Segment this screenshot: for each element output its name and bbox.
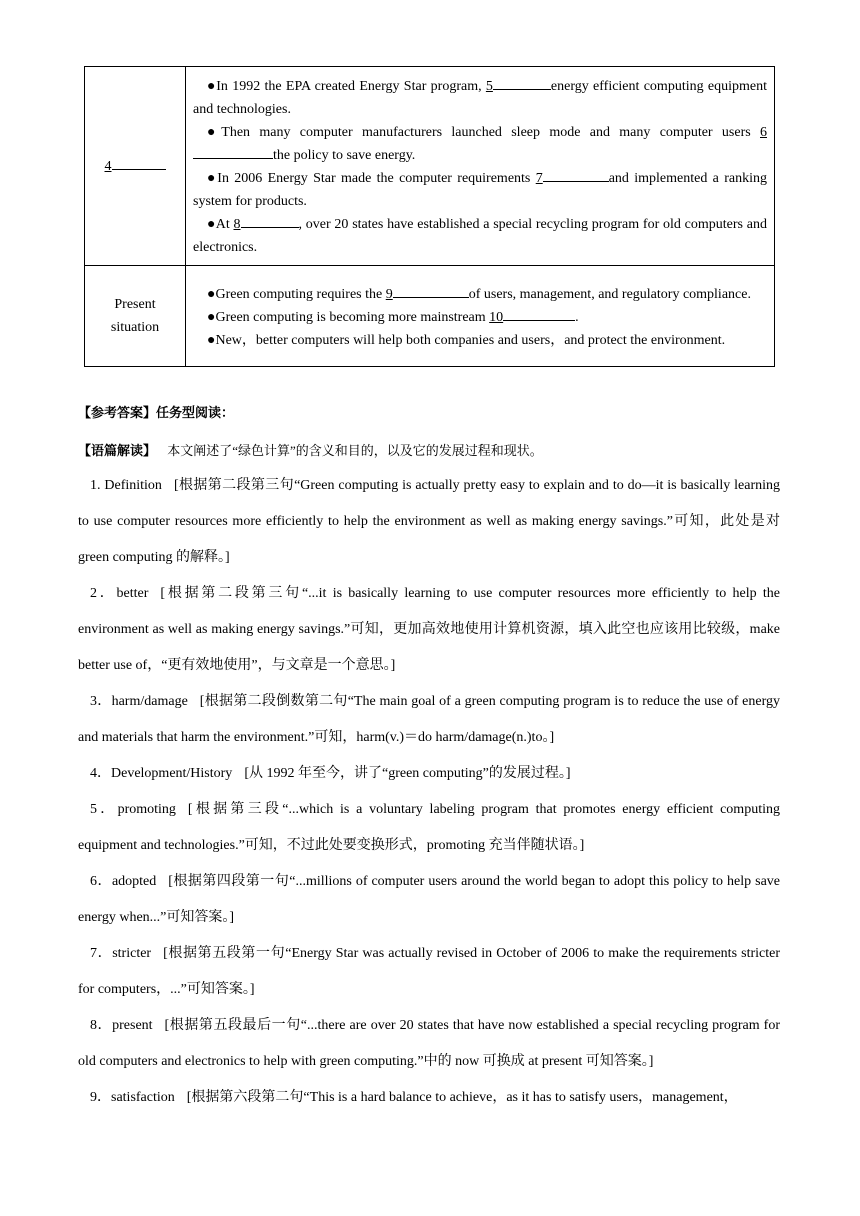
answer-item [78, 1080, 780, 1116]
blank-number: 8 [233, 217, 241, 232]
row-label-line: situation [110, 320, 160, 335]
answer-number: 2．better [90, 586, 149, 601]
table-row [85, 266, 775, 367]
bullet-item: ●At 8 , over 20 states have established a special recycling program for old computers and electronics. [193, 213, 767, 259]
passage-intro [78, 440, 543, 459]
row-content-cell [186, 67, 775, 266]
answer-item [78, 864, 780, 936]
blank-4: 4 [105, 159, 154, 174]
answer-number: 5．promoting [90, 802, 176, 817]
answer-item [78, 936, 780, 1008]
bullet-item: ●Green computing is becoming more mainstream 10 . [193, 306, 767, 329]
bullet-item: ●Then many computer manufacturers launched sleep mode and many computer users 6the policy to save energy. [193, 121, 767, 167]
blank-number: 9 [385, 286, 393, 302]
row-label-cell [85, 67, 186, 266]
row-content-cell [186, 266, 775, 367]
answer-heading: 【参考答案】任务型阅读： [78, 406, 235, 421]
bullet-item: ●Green computing requires the 9 of users, management, and regulatory compliance. [193, 283, 767, 306]
answer-item [78, 576, 780, 684]
blank-number: 10 [489, 309, 504, 325]
table-row [85, 67, 775, 266]
bullet-item: ●In 1992 the EPA created Energy Star program, 5 energy efficient computing equipment and technologies. [193, 75, 767, 121]
answer-number: 7．stricter [90, 946, 152, 961]
answer-item [78, 468, 780, 576]
answer-explanation: [根据第二段第三句“...it is basically learning to use computer resources more efficiently to help the environment as well as making energy savings.”可知，更加高效地使用计算机资源，填入此空也应该用比较级，make better use of，“更有效地使用”，与文章是一个意思。] [78, 586, 780, 673]
row-label-cell [85, 266, 186, 367]
answer-number: 4．Development/History [90, 766, 233, 781]
answer-explanation: [根据第五段最后一句“...there are over 20 states that have now established a special recycling program for old computers and electronics to help with green computing.”中的 now 可换成 at present 可知答案。] [78, 1018, 780, 1069]
blank-number: 7 [535, 171, 543, 186]
answer-item [78, 1008, 780, 1080]
answer-explanation: [根据第二段倒数第二句“The main goal of a green computing program is to reduce the use of energy and materials that harm the environment.”可知，harm(v.)＝do harm/damage(n.)to。] [78, 694, 780, 745]
intro-label: 【语篇解读】 [78, 444, 157, 459]
bullet-item: ●New，better computers will help both companies and users，and protect the environment. [207, 332, 726, 348]
answer-number: 6．adopted [90, 874, 157, 889]
bullet-item: ●In 2006 Energy Star made the computer requirements 7 and implemented a ranking system for products. [193, 167, 767, 213]
answer-explanation: [根据第五段第一句“Energy Star was actually revised in October of 2006 to make the requirements stricter for computers，...”可知答案。] [78, 946, 780, 997]
intro-text: 本文阐述了“绿色计算”的含义和目的，以及它的发展过程和现状。 [167, 443, 543, 458]
answer-number: 3．harm/damage [90, 694, 188, 709]
answer-item [78, 684, 780, 756]
answer-explanation: [根据第三段“...which is a voluntary labeling program that promotes energy efficient computing equipment and technologies.”可知，不过此处要变换形式，promoting 充当伴随状语。] [78, 802, 780, 853]
answer-explanation: [从 1992 年至今，讲了“green computing”的发展过程。] [244, 766, 571, 781]
answer-explanation: [根据第六段第二句“This is a hard balance to achieve，as it has to satisfy users，management， [186, 1090, 738, 1105]
blank-number: 6 [760, 125, 767, 140]
answer-number: 8．present [90, 1018, 153, 1033]
row-label-line: Present [114, 297, 156, 312]
answer-explanation: [根据第四段第一句“...millions of computer users around the world began to adopt this policy to help save energy when...”可知答案。] [78, 874, 780, 925]
task-reading-table [84, 66, 775, 367]
answer-explanation: [根据第二段第三句“Green computing is actually pretty easy to explain and to do—it is basically learning to use computer resources more efficiently to help the environment as well as making energy savings.”可知，此处是对 green computing 的解释。] [78, 478, 780, 565]
answer-item [78, 756, 780, 792]
blank-number: 5 [485, 79, 493, 94]
answer-number: 9．satisfaction [90, 1090, 175, 1105]
answer-item [78, 792, 780, 864]
answer-number: 1. Definition [90, 478, 162, 493]
